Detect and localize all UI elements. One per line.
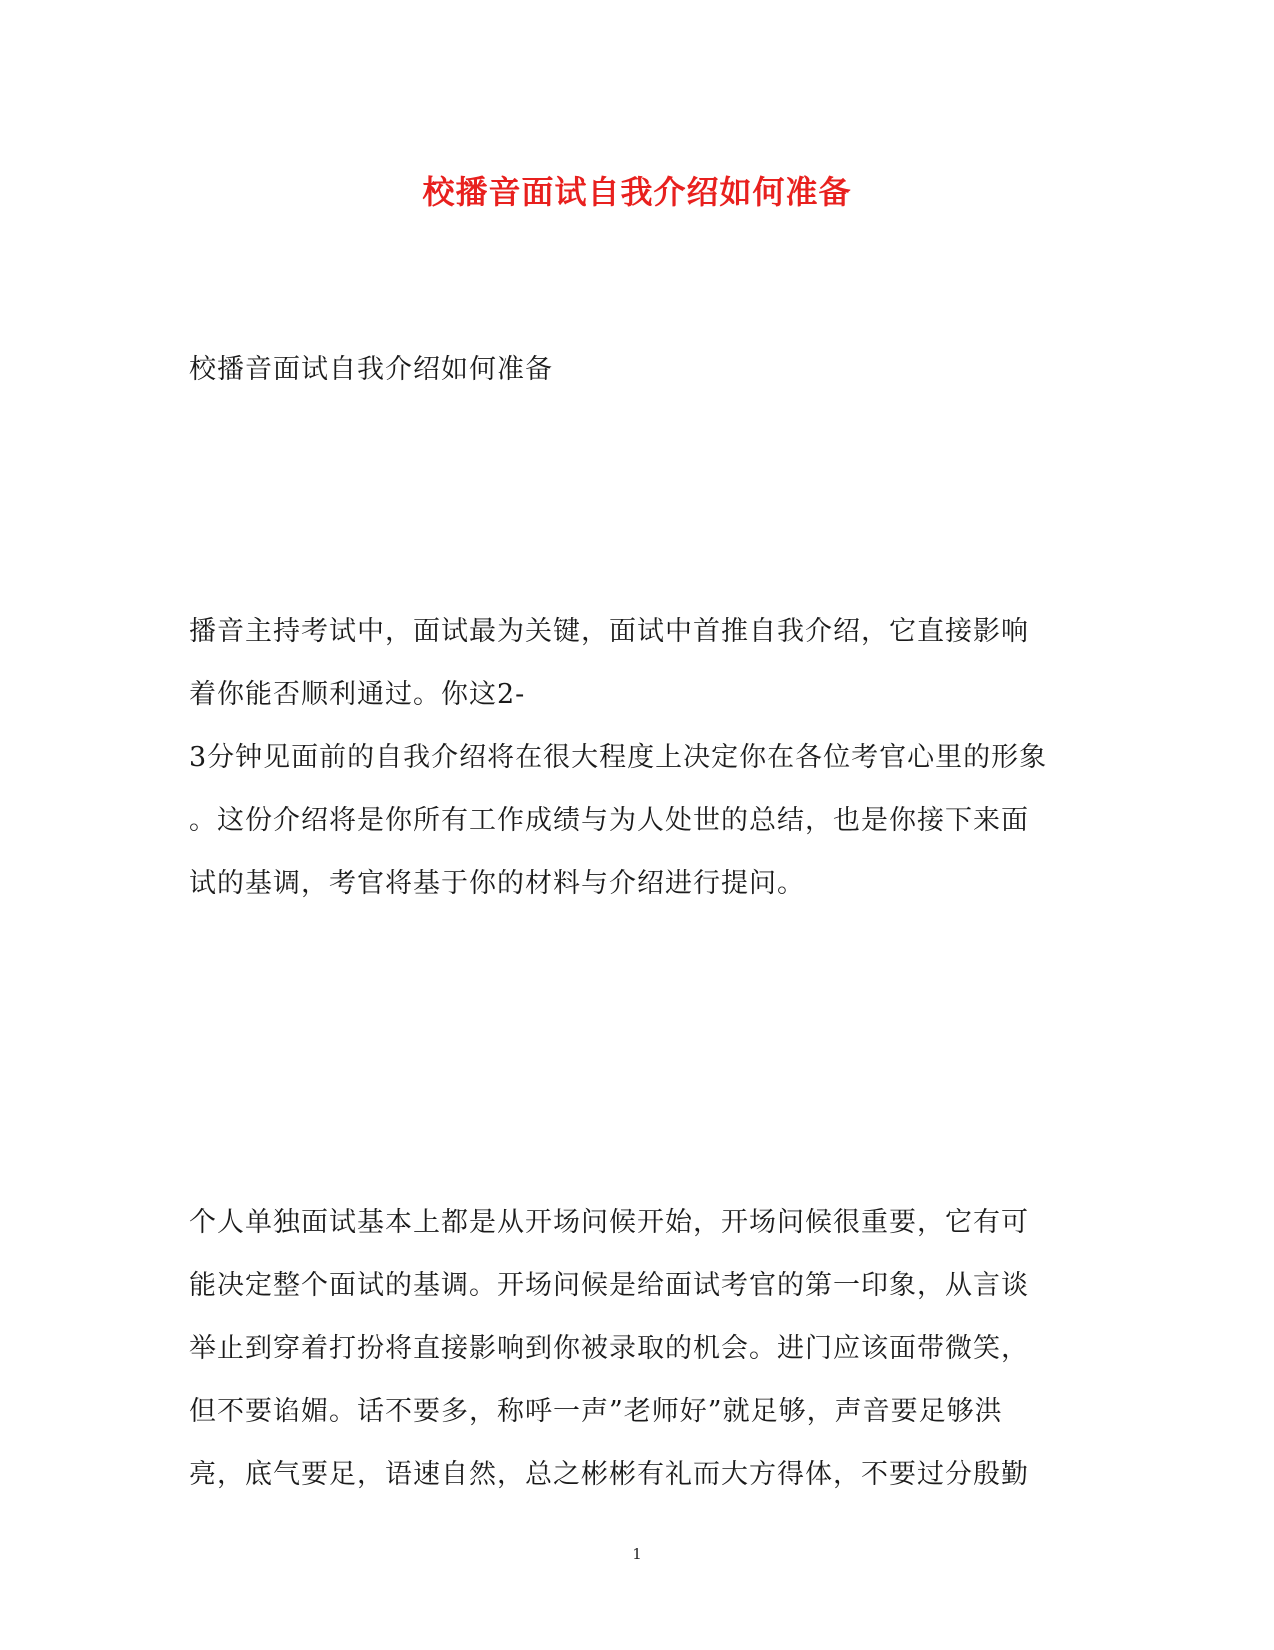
document-subtitle: 校播音面试自我介绍如何准备 (189, 354, 553, 385)
paragraph-line: 着你能否顺利通过。你这2- (189, 679, 526, 710)
paragraph-line: 播音主持考试中，面试最为关键，面试中首推自我介绍，它直接影响 (189, 616, 1029, 647)
paragraph-line: 3分钟见面前的自我介绍将在很大程度上决定你在各位考官心里的形象 (189, 742, 1048, 773)
paragraph-line: 个人单独面试基本上都是从开场问候开始，开场问候很重要，它有可 (189, 1207, 1029, 1238)
paragraph-line: 但不要谄媚。话不要多，称呼一声”老师好”就足够，声音要足够洪 (189, 1396, 1003, 1427)
page-number: 1 (632, 1545, 642, 1563)
paragraph-line: 。这份介绍将是你所有工作成绩与为人处世的总结，也是你接下来面 (189, 805, 1029, 836)
document-title: 校播音面试自我介绍如何准备 (422, 173, 852, 211)
paragraph-line: 举止到穿着打扮将直接影响到你被录取的机会。进门应该面带微笑， (189, 1333, 1029, 1364)
paragraph-line: 试的基调，考官将基于你的材料与介绍进行提问。 (189, 868, 805, 899)
paragraph-line: 亮，底气要足，语速自然，总之彬彬有礼而大方得体，不要过分殷勤 (189, 1459, 1029, 1490)
paragraph-line: 能决定整个面试的基调。开场问候是给面试考官的第一印象，从言谈 (189, 1270, 1029, 1301)
paragraph-2 (189, 1203, 1089, 1518)
paragraph-1 (189, 612, 1089, 927)
